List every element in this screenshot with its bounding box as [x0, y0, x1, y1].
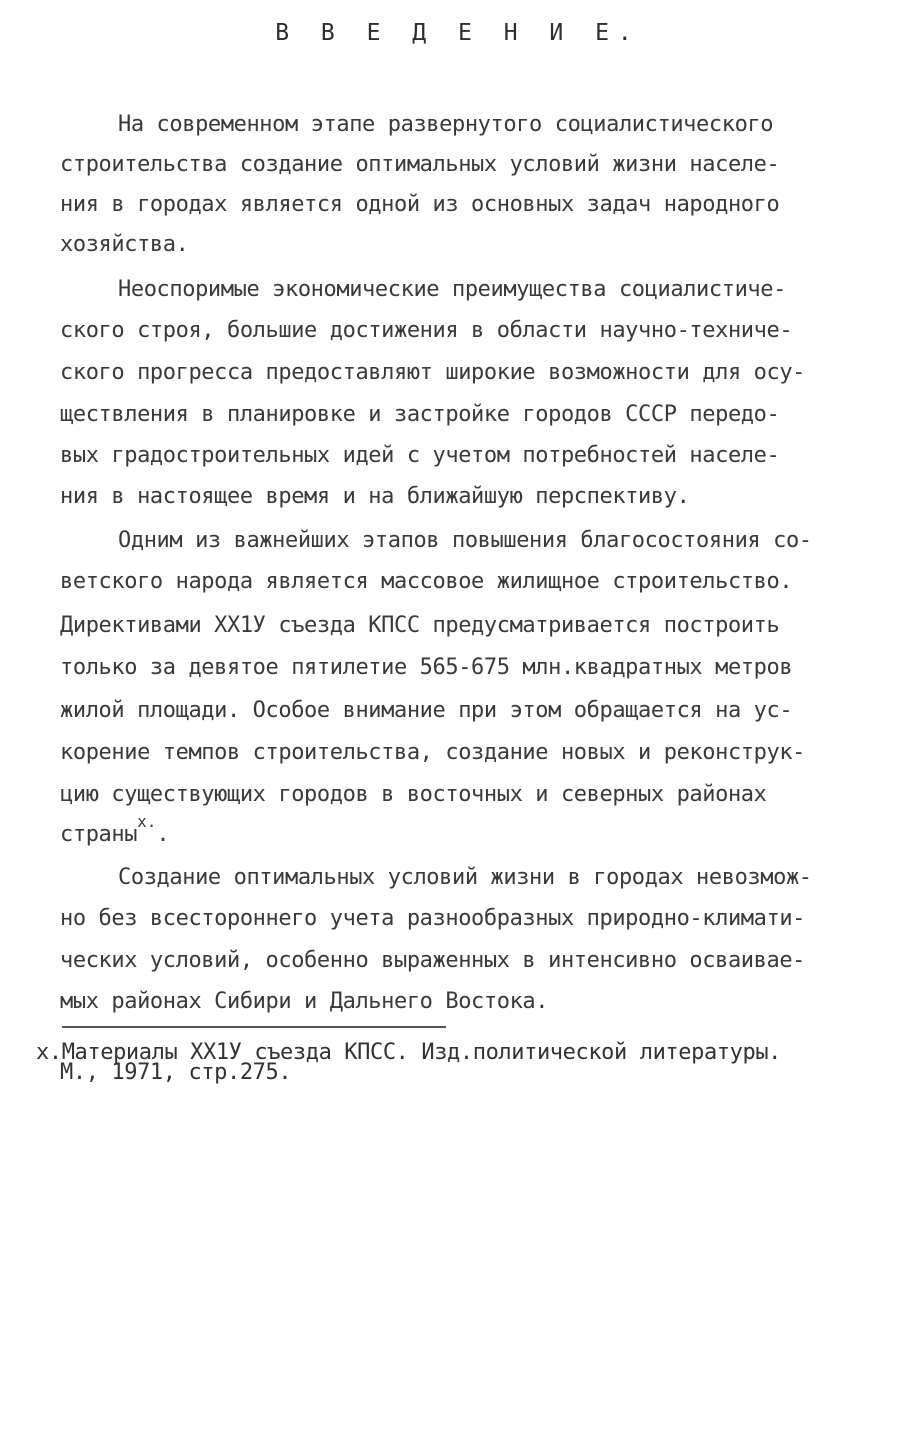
paragraph-4-line-2: но без всестороннего учета разнообразных природно-климати- — [60, 906, 806, 931]
paragraph-3-line-2: ветского народа является массовое жилищное строительство. — [60, 569, 793, 594]
paragraph-1-line-3: ния в городах является одной из основных задач народного — [60, 192, 780, 217]
paragraph-2-line-4: ществления в планировке и застройке городов СССР передо- — [60, 402, 780, 427]
paragraph-3-line-7: цию существующих городов в восточных и северных районах — [60, 782, 767, 807]
page-title: В В Е Д Е Н И Е. — [275, 20, 641, 46]
paragraph-3-line-8-text: страны — [60, 822, 138, 847]
paragraph-1-line-1: На современном этапе развернутого социалистического — [118, 112, 774, 137]
paragraph-1-line-4: хозяйства. — [60, 232, 189, 257]
paragraph-2-line-5: вых градостроительных идей с учетом потребностей населе- — [60, 443, 780, 468]
paragraph-4-line-1: Создание оптимальных условий жизни в городах невозмож- — [118, 865, 812, 890]
paragraph-3-line-6: корение темпов строительства, создание новых и реконструк- — [60, 740, 806, 765]
paragraph-3-line-3: Директивами ХХ1У съезда КПСС предусматривается построить — [60, 613, 780, 638]
paragraph-4-line-4: мых районах Сибири и Дальнего Востока. — [60, 989, 549, 1014]
footnote-marker: х. — [137, 812, 157, 831]
paragraph-3-line-4: только за девятое пятилетие 565-675 млн.квадратных метров — [60, 655, 793, 680]
paragraph-2-line-6: ния в настоящее время и на ближайшую перспективу. — [60, 484, 690, 509]
footnote-divider — [62, 1026, 446, 1028]
paragraph-3-line-5: жилой площади. Особое внимание при этом обращается на ус- — [60, 698, 793, 723]
paragraph-2-line-3: ского прогресса предоставляют широкие возможности для осу- — [60, 360, 806, 385]
footnote-line-2: М., 1971, стр.275. — [60, 1060, 292, 1085]
paragraph-2-line-1: Неоспоримые экономические преимущества социалистиче- — [118, 277, 786, 302]
paragraph-3-line-8-end: . — [156, 822, 170, 847]
paragraph-1-line-2: строительства создание оптимальных условий жизни населе- — [60, 152, 780, 177]
paragraph-4-line-3: ческих условий, особенно выраженных в интенсивно осваивае- — [60, 948, 806, 973]
paragraph-3-line-1: Одним из важнейших этапов повышения благосостояния со- — [118, 528, 812, 553]
paragraph-3-line-8 — [60, 812, 170, 847]
footnote-line-1: х.Материалы ХХ1У съезда КПСС. Изд.политической литературы. — [36, 1040, 782, 1065]
paragraph-2-line-2: ского строя, большие достижения в области научно-техниче- — [60, 318, 793, 343]
